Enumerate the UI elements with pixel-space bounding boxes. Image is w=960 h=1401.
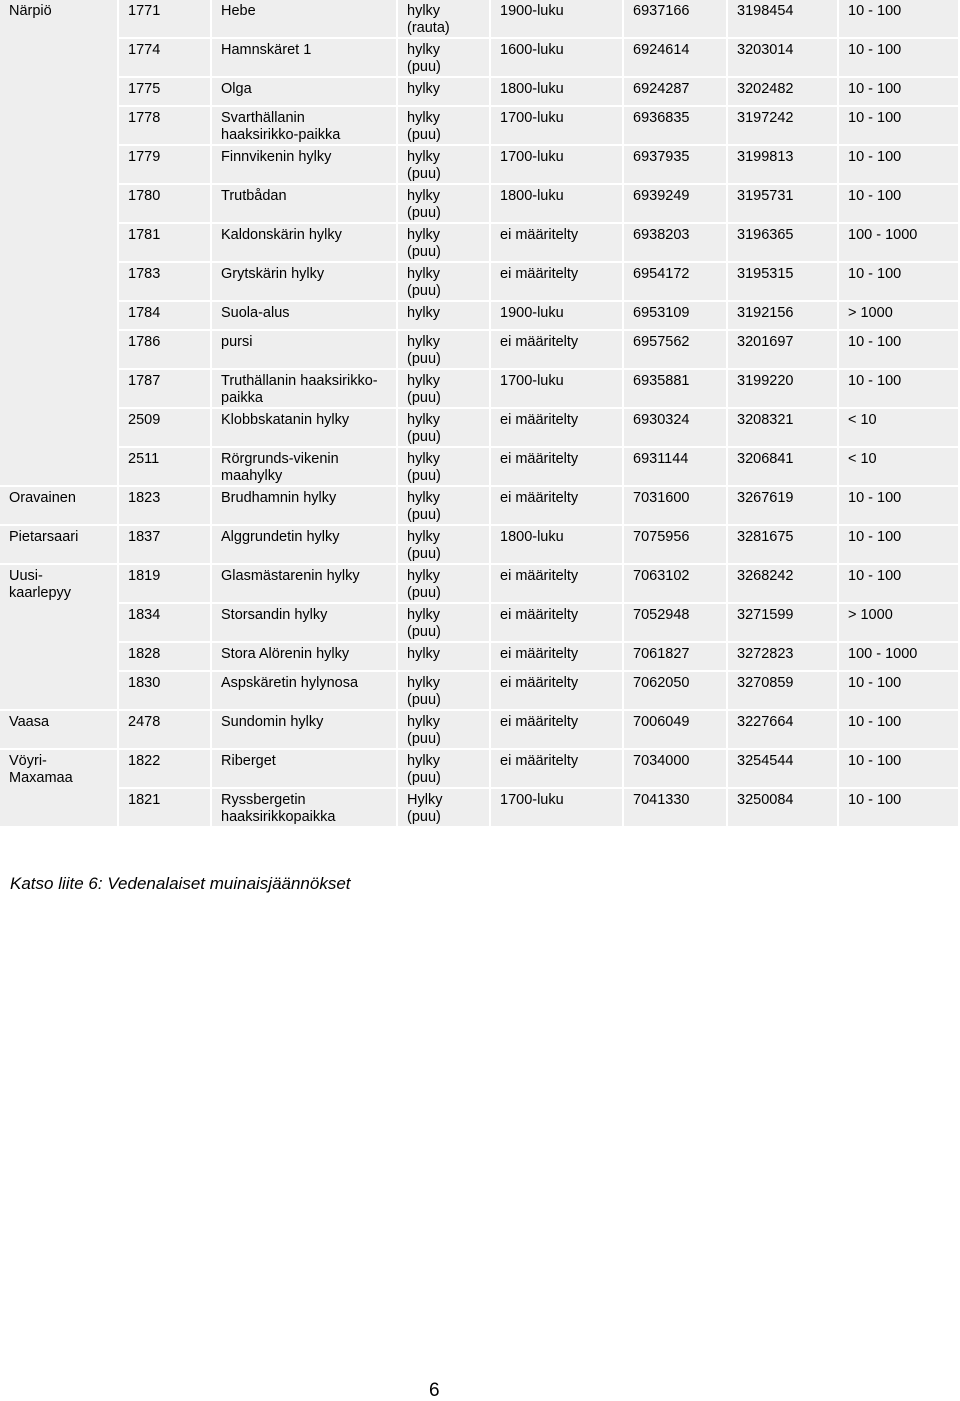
cell-id: 2478 [119, 711, 210, 748]
cell-depth: 10 - 100 [839, 146, 958, 183]
cell-id: 1821 [119, 789, 210, 826]
cell-e: 3199813 [728, 146, 837, 183]
cell-era: 1600-luku [491, 39, 622, 76]
cell-name: Hebe [212, 0, 396, 37]
cell-id: 1822 [119, 750, 210, 787]
cell-name: Grytskärin hylky [212, 263, 396, 300]
cell-n: 6937166 [624, 0, 726, 37]
cell-era: 1700-luku [491, 107, 622, 144]
cell-e: 3281675 [728, 526, 837, 563]
cell-era: ei määritelty [491, 604, 622, 641]
cell-depth: 10 - 100 [839, 107, 958, 144]
cell-name: Finnvikenin hylky [212, 146, 396, 183]
cell-e: 3195315 [728, 263, 837, 300]
cell-e: 3206841 [728, 448, 837, 485]
cell-depth: < 10 [839, 448, 958, 485]
cell-era: 1900-luku [491, 302, 622, 329]
cell-depth: 10 - 100 [839, 0, 958, 37]
cell-name: Svarthällanin haaksirikko-paikka [212, 107, 396, 144]
municipality-cell: Vöyri- Maxamaa [0, 750, 117, 826]
cell-era: 1800-luku [491, 78, 622, 105]
cell-type: hylky [398, 302, 489, 329]
cell-era: ei määritelty [491, 331, 622, 368]
cell-e: 3272823 [728, 643, 837, 670]
cell-name: Alggrundetin hylky [212, 526, 396, 563]
cell-name: Storsandin hylky [212, 604, 396, 641]
cell-era: 1800-luku [491, 526, 622, 563]
cell-name: Stora Alörenin hylky [212, 643, 396, 670]
cell-e: 3198454 [728, 0, 837, 37]
cell-e: 3250084 [728, 789, 837, 826]
cell-era: 1700-luku [491, 370, 622, 407]
cell-id: 1823 [119, 487, 210, 524]
cell-type: hylky (rauta) [398, 0, 489, 37]
cell-era: ei määritelty [491, 672, 622, 709]
cell-id: 1783 [119, 263, 210, 300]
cell-n: 6924614 [624, 39, 726, 76]
cell-depth: > 1000 [839, 302, 958, 329]
cell-n: 7006049 [624, 711, 726, 748]
cell-id: 1781 [119, 224, 210, 261]
cell-id: 1780 [119, 185, 210, 222]
cell-n: 6924287 [624, 78, 726, 105]
cell-name: Kaldonskärin hylky [212, 224, 396, 261]
cell-type: hylky (puu) [398, 750, 489, 787]
cell-n: 7031600 [624, 487, 726, 524]
cell-era: ei määritelty [491, 263, 622, 300]
cell-e: 3208321 [728, 409, 837, 446]
cell-n: 7063102 [624, 565, 726, 602]
municipality-cell: Vaasa [0, 711, 117, 748]
cell-id: 1819 [119, 565, 210, 602]
cell-era: 1700-luku [491, 146, 622, 183]
cell-era: ei määritelty [491, 750, 622, 787]
cell-name: Hamnskäret 1 [212, 39, 396, 76]
cell-n: 6931144 [624, 448, 726, 485]
cell-name: Klobbskatanin hylky [212, 409, 396, 446]
cell-depth: 100 - 1000 [839, 224, 958, 261]
cell-depth: 10 - 100 [839, 711, 958, 748]
cell-id: 1828 [119, 643, 210, 670]
cell-type: hylky (puu) [398, 146, 489, 183]
cell-type: hylky (puu) [398, 565, 489, 602]
page-number: 6 [429, 1380, 440, 1401]
municipality-cell: Oravainen [0, 487, 117, 524]
cell-type: hylky (puu) [398, 711, 489, 748]
cell-type: hylky (puu) [398, 263, 489, 300]
cell-name: Rörgrunds-vikenin maahylky [212, 448, 396, 485]
cell-type: hylky (puu) [398, 370, 489, 407]
cell-era: ei määritelty [491, 565, 622, 602]
cell-era: ei määritelty [491, 409, 622, 446]
municipality-cell: Uusi- kaarlepyy [0, 565, 117, 709]
cell-e: 3199220 [728, 370, 837, 407]
cell-n: 6930324 [624, 409, 726, 446]
cell-e: 3195731 [728, 185, 837, 222]
cell-id: 2511 [119, 448, 210, 485]
cell-era: 1900-luku [491, 0, 622, 37]
cell-depth: 10 - 100 [839, 789, 958, 826]
cell-e: 3271599 [728, 604, 837, 641]
cell-depth: 10 - 100 [839, 331, 958, 368]
cell-type: Hylky (puu) [398, 789, 489, 826]
cell-name: Riberget [212, 750, 396, 787]
cell-id: 1779 [119, 146, 210, 183]
cell-id: 1774 [119, 39, 210, 76]
cell-e: 3201697 [728, 331, 837, 368]
cell-type: hylky (puu) [398, 487, 489, 524]
cell-e: 3192156 [728, 302, 837, 329]
cell-depth: 10 - 100 [839, 78, 958, 105]
cell-n: 7041330 [624, 789, 726, 826]
cell-id: 1775 [119, 78, 210, 105]
cell-n: 6939249 [624, 185, 726, 222]
cell-n: 6935881 [624, 370, 726, 407]
cell-id: 1787 [119, 370, 210, 407]
cell-name: Suola-alus [212, 302, 396, 329]
cell-era: ei määritelty [491, 448, 622, 485]
cell-depth: < 10 [839, 409, 958, 446]
cell-depth: 10 - 100 [839, 565, 958, 602]
cell-id: 1830 [119, 672, 210, 709]
cell-n: 6937935 [624, 146, 726, 183]
cell-e: 3254544 [728, 750, 837, 787]
cell-type: hylky (puu) [398, 672, 489, 709]
cell-n: 6953109 [624, 302, 726, 329]
cell-era: 1700-luku [491, 789, 622, 826]
cell-id: 1784 [119, 302, 210, 329]
cell-id: 1786 [119, 331, 210, 368]
cell-type: hylky (puu) [398, 526, 489, 563]
cell-name: Sundomin hylky [212, 711, 396, 748]
cell-name: Olga [212, 78, 396, 105]
cell-era: ei määritelty [491, 487, 622, 524]
cell-depth: > 1000 [839, 604, 958, 641]
cell-type: hylky [398, 643, 489, 670]
cell-depth: 10 - 100 [839, 526, 958, 563]
cell-type: hylky [398, 78, 489, 105]
cell-type: hylky (puu) [398, 604, 489, 641]
cell-e: 3203014 [728, 39, 837, 76]
cell-n: 6938203 [624, 224, 726, 261]
municipality-cell: Pietarsaari [0, 526, 117, 563]
cell-name: Trutbådan [212, 185, 396, 222]
cell-type: hylky (puu) [398, 409, 489, 446]
cell-depth: 10 - 100 [839, 263, 958, 300]
cell-n: 6954172 [624, 263, 726, 300]
cell-id: 1834 [119, 604, 210, 641]
cell-e: 3227664 [728, 711, 837, 748]
cell-depth: 100 - 1000 [839, 643, 958, 670]
cell-type: hylky (puu) [398, 224, 489, 261]
cell-name: Brudhamnin hylky [212, 487, 396, 524]
cell-era: ei määritelty [491, 711, 622, 748]
cell-depth: 10 - 100 [839, 370, 958, 407]
cell-name: pursi [212, 331, 396, 368]
cell-depth: 10 - 100 [839, 185, 958, 222]
cell-name: Glasmästarenin hylky [212, 565, 396, 602]
cell-n: 7034000 [624, 750, 726, 787]
cell-type: hylky (puu) [398, 185, 489, 222]
cell-e: 3197242 [728, 107, 837, 144]
cell-id: 2509 [119, 409, 210, 446]
cell-name: Truthällanin haaksirikko- paikka [212, 370, 396, 407]
cell-era: 1800-luku [491, 185, 622, 222]
cell-e: 3196365 [728, 224, 837, 261]
cell-depth: 10 - 100 [839, 487, 958, 524]
cell-depth: 10 - 100 [839, 672, 958, 709]
cell-id: 1771 [119, 0, 210, 37]
cell-name: Aspskäretin hylynosa [212, 672, 396, 709]
cell-era: ei määritelty [491, 643, 622, 670]
cell-e: 3267619 [728, 487, 837, 524]
cell-depth: 10 - 100 [839, 750, 958, 787]
cell-n: 7052948 [624, 604, 726, 641]
cell-e: 3270859 [728, 672, 837, 709]
cell-id: 1837 [119, 526, 210, 563]
cell-type: hylky (puu) [398, 331, 489, 368]
cell-name: Ryssbergetin haaksirikkopaikka [212, 789, 396, 826]
cell-n: 7062050 [624, 672, 726, 709]
cell-n: 6936835 [624, 107, 726, 144]
municipality-cell: Närpiö [0, 0, 117, 485]
caption: Katso liite 6: Vedenalaiset muinaisjäännökset [10, 874, 351, 893]
cell-type: hylky (puu) [398, 107, 489, 144]
cell-n: 6957562 [624, 331, 726, 368]
cell-n: 7061827 [624, 643, 726, 670]
cell-e: 3268242 [728, 565, 837, 602]
cell-id: 1778 [119, 107, 210, 144]
cell-era: ei määritelty [491, 224, 622, 261]
cell-type: hylky (puu) [398, 448, 489, 485]
cell-depth: 10 - 100 [839, 39, 958, 76]
cell-type: hylky (puu) [398, 39, 489, 76]
cell-n: 7075956 [624, 526, 726, 563]
cell-e: 3202482 [728, 78, 837, 105]
